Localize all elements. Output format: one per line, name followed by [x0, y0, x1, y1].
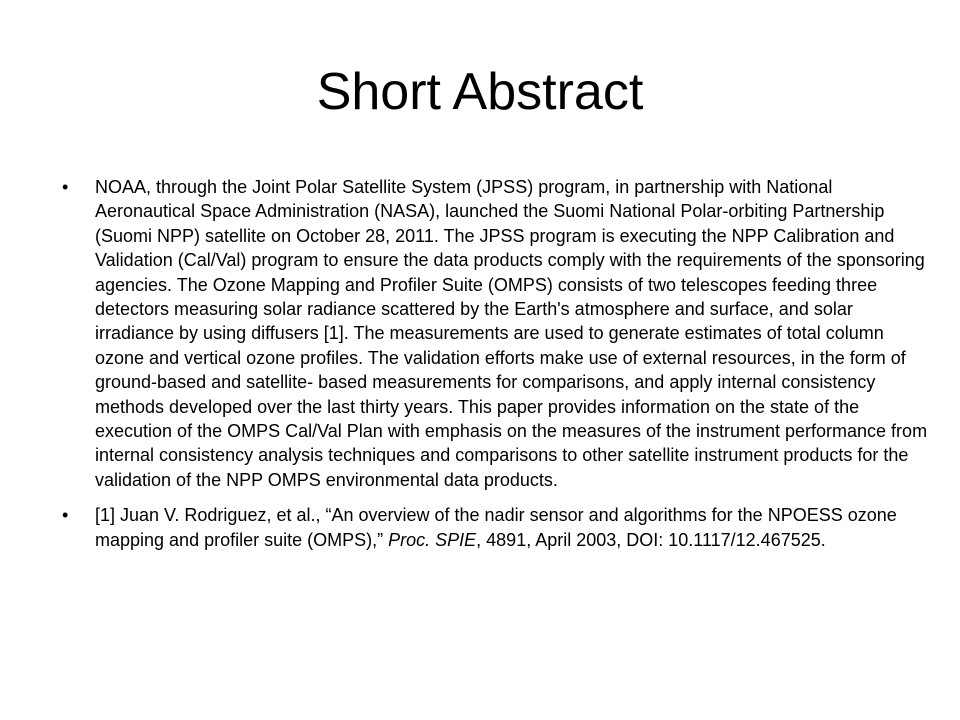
reference-text — [95, 503, 928, 552]
abstract-text: NOAA, through the Joint Polar Satellite System (JPSS) program, in partnership with National Aeronautical Space Administration (NASA), launched the Suomi National Polar-orbiting Partnership (Suomi NPP) satellite on October 28, 2011. The JPSS program is executing the NPP Calibration and Validation (Cal/Val) program to ensure the data products comply with the requirements of the sponsoring agencies. The Ozone Mapping and Profiler Suite (OMPS) consists of two telescopes feeding three detectors measuring solar radiance scattered by the Earth's atmosphere and surface, and solar irradiance by using diffusers [1]. The measurements are used to generate estimates of total column ozone and vertical ozone profiles. The validation efforts make use of external resources, in the form of ground-based and satellite- based measurements for comparisons, and apply internal consistency methods developed over the last thirty years. This paper provides information on the state of the execution of the OMPS Cal/Val Plan with emphasis on the measures of the instrument performance from internal consistency analysis techniques and comparisons to other satellite instrument products for the validation of the NPP OMPS environmental data products. — [95, 177, 928, 490]
reference-suffix: , 4891, April 2003, DOI: 10.1117/12.467525. — [476, 529, 826, 550]
bullet-list — [62, 175, 928, 563]
slide-title: Short Abstract — [316, 63, 644, 121]
bullet-icon: • — [62, 505, 69, 526]
reference-prefix: [1] Juan V. Rodriguez, et al., “An overview of the nadir sensor and algorithms for the NPOESS ozone mapping and profiler suite (OMPS),” — [95, 505, 897, 550]
reference-journal: Proc. SPIE — [388, 529, 477, 550]
bullet-icon: • — [62, 177, 69, 197]
reference-bullet — [62, 503, 928, 552]
abstract-bullet — [62, 175, 928, 492]
